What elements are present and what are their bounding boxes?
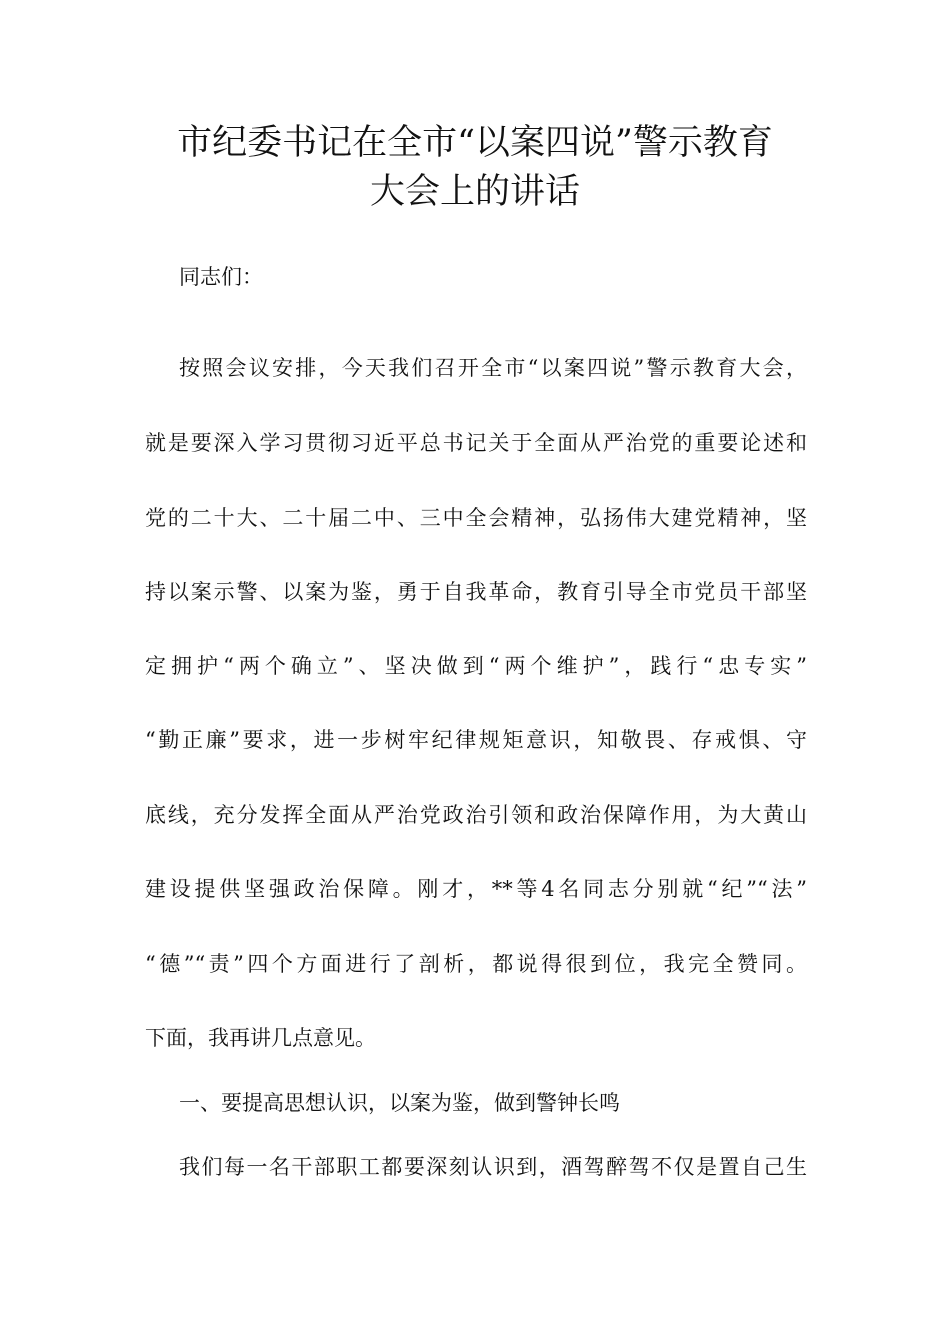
body-line: “德”“责”四个方面进行了剖析，都说得很到位，我完全赞同。 xyxy=(145,952,807,976)
body-line: 建设提供坚强政治保障。刚才，**等4名同志分别就“纪”“法” xyxy=(145,877,807,901)
document-title-line-2: 大会上的讲话 xyxy=(369,172,580,212)
body-line: 我们每一名干部职工都要深刻认识到，酒驾醉驾不仅是置自己生 xyxy=(179,1155,807,1179)
salutation: 同志们： xyxy=(179,265,263,289)
body-line: “勤正廉”要求，进一步树牢纪律规矩意识，知敬畏、存戒惧、守 xyxy=(145,728,807,752)
body-line: 就是要深入学习贯彻习近平总书记关于全面从严治党的重要论述和 xyxy=(145,431,807,455)
body-line: 持以案示警、以案为鉴，勇于自我革命，教育引导全市党员干部坚 xyxy=(145,580,807,604)
body-line: 底线，充分发挥全面从严治党政治引领和政治保障作用，为大黄山 xyxy=(145,803,807,827)
section-heading: 一、要提高思想认识，以案为鉴，做到警钟长鸣 xyxy=(179,1091,620,1115)
body-line: 按照会议安排，今天我们召开全市“以案四说”警示教育大会， xyxy=(179,356,807,380)
body-line: 党的二十大、二十届二中、三中全会精神，弘扬伟大建党精神，坚 xyxy=(145,506,807,530)
document-title-line-1: 市纪委书记在全市“以案四说”警示教育 xyxy=(177,123,773,163)
body-line: 定拥护“两个确立”、坚决做到“两个维护”，践行“忠专实” xyxy=(145,654,807,678)
body-line: 下面，我再讲几点意见。 xyxy=(145,1026,376,1050)
